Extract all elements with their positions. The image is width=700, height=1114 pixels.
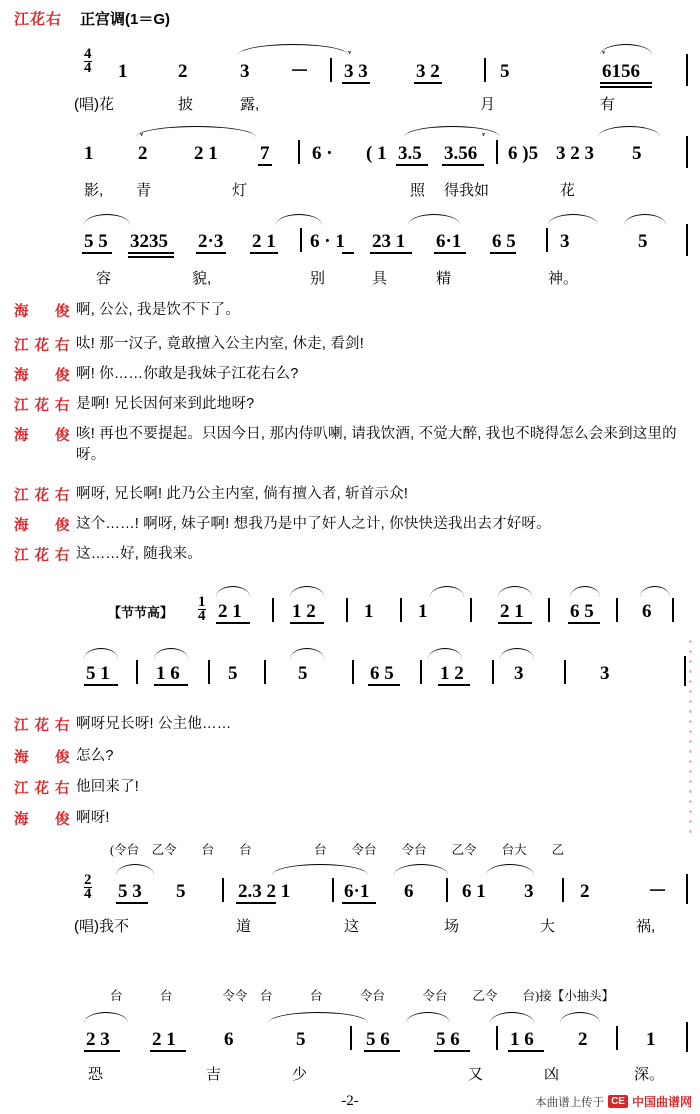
- slur: [84, 1012, 128, 1023]
- note: 5 6: [436, 1029, 460, 1050]
- note: 5: [176, 881, 186, 902]
- lyric: 道: [236, 918, 252, 935]
- note: 3 2 3: [556, 143, 594, 164]
- lyric: 貌,: [192, 270, 212, 287]
- note: 6 · 1: [310, 231, 345, 252]
- note: 6: [404, 881, 414, 902]
- slur: [408, 214, 460, 225]
- site-logo-icon: CE: [608, 1095, 628, 1108]
- slur: [216, 586, 250, 597]
- slur: [406, 1012, 450, 1023]
- note: 5: [298, 663, 308, 684]
- lyric: (唱)花: [74, 96, 114, 113]
- note: 3: [240, 61, 250, 82]
- barline: [496, 1026, 498, 1050]
- dialogue-line: [14, 808, 690, 829]
- beam: [82, 252, 112, 254]
- beam: [370, 252, 412, 254]
- dialogue-text: 怎么?: [76, 748, 114, 764]
- beam: [216, 622, 250, 624]
- note: 6 ·: [312, 143, 333, 164]
- dialogue-line: [14, 334, 690, 355]
- barline: [208, 660, 210, 684]
- slur: [486, 864, 534, 875]
- note: 5: [296, 1029, 306, 1050]
- beam: [116, 902, 148, 904]
- beam: [368, 684, 400, 686]
- dialogue-line: [14, 484, 690, 505]
- note: ( 1: [366, 143, 387, 164]
- slur: [268, 1012, 368, 1023]
- speaker-name: 江花右: [14, 398, 76, 414]
- slur: [428, 648, 462, 659]
- barline: [562, 878, 564, 902]
- site-name[interactable]: 中国曲谱网: [631, 1095, 692, 1109]
- slur: [560, 1012, 600, 1023]
- speaker-name: 海 俊: [14, 368, 76, 384]
- lyric: 这: [344, 918, 360, 935]
- note: 6 5: [492, 231, 516, 252]
- note: 1: [364, 601, 374, 622]
- beam: [150, 1050, 186, 1052]
- lyric: 容: [96, 270, 112, 287]
- lyric: 吉: [206, 1066, 222, 1083]
- barline: [684, 656, 686, 686]
- dialogue-text: 他回来了!: [76, 779, 140, 795]
- beam: [154, 684, 188, 686]
- beam: [568, 622, 600, 624]
- dialogue-text: 这个……! 啊呀, 妹子啊! 想我乃是中了奸人之计, 你快快送我出去才好呀。: [76, 516, 551, 532]
- note: 3 3: [344, 61, 368, 82]
- note: 1: [646, 1029, 656, 1050]
- music-system-2: [0, 124, 700, 208]
- barline: [686, 136, 688, 168]
- barline: [616, 1026, 618, 1050]
- speaker-name: 江花右: [14, 488, 76, 504]
- beam: [342, 82, 370, 84]
- note: 2 3: [86, 1029, 110, 1050]
- slur: [116, 864, 154, 875]
- slur: [154, 648, 188, 659]
- music-system-3: [0, 212, 700, 296]
- note: 3: [524, 881, 534, 902]
- barline: [548, 598, 550, 622]
- time-signature-4-4: $\frac{4}{4}$: [84, 46, 92, 76]
- slur: [238, 44, 348, 55]
- note: 6 )5: [508, 143, 539, 164]
- lyric: 祸,: [636, 918, 656, 935]
- dialogue-text: 啊呀兄长呀! 公主他……: [76, 716, 232, 732]
- note: 6: [642, 601, 652, 622]
- note: 6156: [602, 61, 640, 82]
- barline: [546, 228, 548, 252]
- note: 2 1: [152, 1029, 176, 1050]
- barline: [330, 58, 332, 82]
- site-credit: [535, 1093, 692, 1110]
- note: 2 1: [252, 231, 276, 252]
- note: 1: [418, 601, 428, 622]
- music-system-1: [0, 40, 700, 122]
- barline: [264, 660, 266, 684]
- lyric: 又: [468, 1066, 484, 1083]
- slur: [276, 214, 322, 225]
- dialogue-line: [14, 746, 690, 767]
- dialogue-text: 啊呀!: [76, 810, 110, 826]
- slur: [500, 648, 534, 659]
- barline: [686, 54, 688, 86]
- slur: [290, 648, 324, 659]
- beam: [128, 256, 174, 258]
- vibrato-mark: ᵛ: [482, 130, 486, 142]
- note: 5: [228, 663, 238, 684]
- page-number: -2-: [341, 1093, 359, 1109]
- note: 2: [178, 61, 188, 82]
- dialogue-line: [14, 777, 690, 798]
- slur: [84, 214, 130, 225]
- time-signature-1-4: $\frac{1}{4}$: [198, 594, 206, 624]
- note: 3235: [130, 231, 168, 252]
- note: 3.56: [444, 143, 478, 164]
- barline: [484, 58, 486, 82]
- barline: [400, 598, 402, 622]
- margin-dots: [689, 640, 692, 840]
- lyric: 有: [600, 96, 616, 113]
- barline: [686, 874, 688, 904]
- barline: [492, 660, 494, 684]
- header: [14, 8, 170, 29]
- dialogue-line: [14, 424, 690, 466]
- vibrato-mark: ᵛ: [140, 130, 144, 142]
- beam: [342, 252, 354, 254]
- dialogue-line: [14, 394, 690, 415]
- note: 1 2: [440, 663, 464, 684]
- speaker-name: 江花右: [14, 781, 76, 797]
- lyric: 恐: [88, 1066, 104, 1083]
- speaker-name: 江花右: [14, 548, 76, 564]
- lyric: 深。: [634, 1066, 665, 1083]
- beam: [490, 252, 516, 254]
- note: 2·3: [198, 231, 224, 252]
- credit-text: 本曲谱上传于: [535, 1096, 605, 1109]
- note: 1: [118, 61, 128, 82]
- speaker-name: 江花右: [14, 718, 76, 734]
- barline: [346, 598, 348, 622]
- note: 3: [560, 231, 570, 252]
- barline: [672, 598, 674, 622]
- note: 6: [224, 1029, 234, 1050]
- note: 6·1: [436, 231, 462, 252]
- beam: [84, 684, 118, 686]
- note: 23 1: [372, 231, 406, 252]
- beam: [600, 86, 652, 88]
- lyric: 月: [480, 96, 496, 113]
- note: 5: [500, 61, 510, 82]
- beam: [508, 1050, 544, 1052]
- barline: [470, 598, 472, 622]
- barline: [564, 660, 566, 684]
- barline: [332, 878, 334, 902]
- note: 5: [632, 143, 642, 164]
- dialogue-line: [14, 514, 690, 535]
- slur: [570, 586, 600, 597]
- lyric: 露,: [240, 96, 260, 113]
- slur: [136, 126, 256, 137]
- note: －: [290, 61, 310, 82]
- note: 2.3 2 1: [238, 881, 291, 902]
- time-signature-2-4: $\frac{2}{4}$: [84, 872, 92, 902]
- note: 3: [600, 663, 610, 684]
- lyric: 青: [136, 182, 152, 199]
- beam: [258, 164, 272, 166]
- dialogue-text: 咳! 再也不要提起。只因今日, 那内侍叭喇, 请我饮酒, 不觉大醉, 我也不晓得怎么会来到这里的呀。: [76, 426, 677, 463]
- header-role: 江花右: [14, 11, 63, 28]
- note: 6·1: [344, 881, 370, 902]
- lyric: 少: [292, 1066, 308, 1083]
- note: 2: [578, 1029, 588, 1050]
- note: 3.5: [398, 143, 422, 164]
- dialogue-line: [14, 364, 690, 385]
- note: 3 2: [416, 61, 440, 82]
- dialogue-text: 这……好, 随我来。: [76, 546, 203, 562]
- lyric: 花: [560, 182, 576, 199]
- beam: [290, 622, 324, 624]
- speaker-name: 海 俊: [14, 812, 76, 828]
- section-tag: 【节节高】: [108, 605, 174, 620]
- lyric: 场: [444, 918, 460, 935]
- slur: [598, 126, 660, 137]
- slur: [394, 864, 448, 875]
- music-system-5: [0, 838, 700, 944]
- note: 7: [260, 143, 270, 164]
- lyric: 神。: [548, 270, 579, 287]
- barline: [136, 660, 138, 684]
- note: 1 6: [156, 663, 180, 684]
- beam: [250, 252, 278, 254]
- dialogue-text: 呔! 那一汉子, 竟敢擅入公主内室, 休走, 看剑!: [76, 336, 364, 352]
- speaker-name: 海 俊: [14, 304, 76, 320]
- beam: [434, 1050, 470, 1052]
- gongche-notation-bottom: 台 台 令令 台 台 令台 令台 乙令 台)接【小抽头】: [110, 989, 615, 1003]
- barline: [686, 1022, 688, 1052]
- note: 3: [514, 663, 524, 684]
- beam: [442, 164, 484, 166]
- beam: [600, 82, 652, 84]
- note: 6 5: [370, 663, 394, 684]
- note: 1: [84, 143, 94, 164]
- slur: [498, 586, 532, 597]
- lyric: 灯: [232, 182, 248, 199]
- note: 5: [638, 231, 648, 252]
- beam: [84, 1050, 120, 1052]
- dialogue-text: 是啊! 兄长因何来到此地呀?: [76, 396, 255, 412]
- slur: [404, 126, 500, 137]
- note: 2: [580, 881, 590, 902]
- beam: [498, 622, 532, 624]
- header-mode: 正宫调(1＝G): [80, 11, 171, 28]
- slur: [624, 214, 666, 225]
- beam: [342, 902, 376, 904]
- note: 5 5: [84, 231, 108, 252]
- speaker-name: 海 俊: [14, 518, 76, 534]
- beam: [396, 164, 428, 166]
- note: 2: [138, 143, 148, 164]
- lyric: 照: [410, 182, 426, 199]
- slur: [640, 586, 670, 597]
- slur: [548, 214, 598, 225]
- note: 1 6: [510, 1029, 534, 1050]
- slur: [600, 44, 652, 55]
- slur: [490, 1012, 534, 1023]
- dialogue-line: [14, 544, 690, 565]
- lyric: 凶: [544, 1066, 560, 1083]
- lyric: 大: [540, 918, 556, 935]
- lyric: (唱)我不: [74, 918, 129, 935]
- music-system-6: [0, 1010, 700, 1092]
- note: －: [648, 881, 668, 902]
- beam: [364, 1050, 400, 1052]
- note: 5 6: [366, 1029, 390, 1050]
- beam: [196, 252, 226, 254]
- barline: [420, 660, 422, 684]
- note: 2 1: [218, 601, 242, 622]
- speaker-name: 海 俊: [14, 428, 76, 444]
- slur: [272, 864, 368, 875]
- note: 5 1: [86, 663, 110, 684]
- barline: [298, 140, 300, 164]
- note: 1 2: [292, 601, 316, 622]
- dialogue-line: [14, 714, 690, 735]
- note: 6 5: [570, 601, 594, 622]
- lyric: 影,: [84, 182, 104, 199]
- barline: [686, 224, 688, 256]
- lyric: 精: [436, 270, 452, 287]
- vibrato-mark: ᵛ: [348, 48, 352, 60]
- dialogue-text: 啊! 你……你敢是我妹子江花右么?: [76, 366, 299, 382]
- dialogue-text: 啊, 公公, 我是饮不下了。: [76, 302, 240, 318]
- beam: [438, 684, 470, 686]
- barline: [272, 598, 274, 622]
- slur: [430, 586, 464, 597]
- lyric: 别: [310, 270, 326, 287]
- note: 2 1: [500, 601, 524, 622]
- gongche-notation-top: (令台 乙令 台 台 台 令台 令台 乙令 台大 乙: [110, 843, 565, 857]
- barline: [352, 660, 354, 684]
- beam: [434, 252, 466, 254]
- beam: [236, 902, 276, 904]
- speaker-name: 海 俊: [14, 750, 76, 766]
- dialogue-text: 啊呀, 兄长啊! 此乃公主内室, 倘有擅入者, 斩首示众!: [76, 486, 409, 502]
- barline: [300, 228, 302, 252]
- barline: [350, 1026, 352, 1050]
- beam: [128, 252, 174, 254]
- lyric: 具: [372, 270, 388, 287]
- barline: [616, 598, 618, 622]
- music-system-4: [0, 580, 700, 686]
- vibrato-mark: ᵛ: [602, 48, 606, 60]
- barline: [446, 878, 448, 902]
- dialogue-line: [14, 300, 690, 321]
- beam: [414, 82, 442, 84]
- speaker-name: 江花右: [14, 338, 76, 354]
- slur: [290, 586, 324, 597]
- note: 6 1: [462, 881, 486, 902]
- note: 5 3: [118, 881, 142, 902]
- lyric: 得我如: [444, 182, 490, 199]
- slur: [84, 648, 118, 659]
- note: 2 1: [194, 143, 218, 164]
- barline: [222, 878, 224, 902]
- lyric: 披: [178, 96, 194, 113]
- barline: [496, 140, 498, 164]
